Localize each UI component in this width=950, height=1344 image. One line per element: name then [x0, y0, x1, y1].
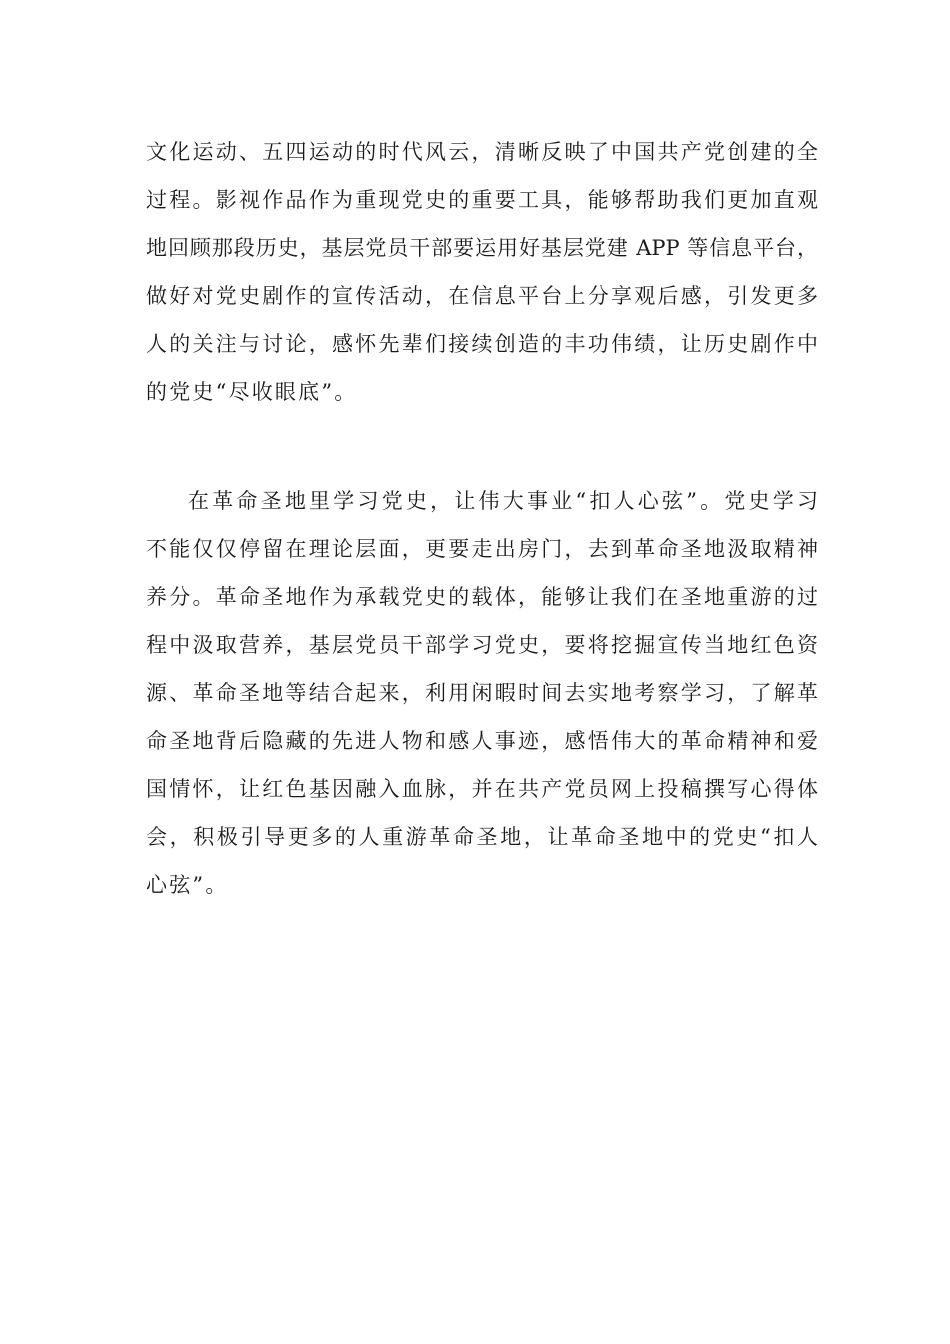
paragraph-1-line-1: 文化运动、五四运动的时代风云，清晰反映了中国共产党创建的全: [146, 140, 818, 164]
paragraph-2-line-4: 程中汲取营养，基层党员干部学习党史，要将挖掘宣传当地红色资: [146, 633, 818, 657]
paragraph-1-line-2: 过程。影视作品作为重现党史的重要工具，能够帮助我们更加直观: [146, 188, 818, 212]
paragraph-1-line-5: 人的关注与讨论，感怀先辈们接续创造的丰功伟绩，让历史剧作中: [146, 332, 818, 356]
paragraph-1-line-3: 地回顾那段历史，基层党员干部要运用好基层党建 APP 等信息平台，: [146, 236, 818, 260]
paragraph-2-line-1: 在革命圣地里学习党史，让伟大事业“扣人心弦”。党史学习: [188, 489, 818, 513]
paragraph-2-line-2: 不能仅仅停留在理论层面，更要走出房门，去到革命圣地汲取精神: [146, 537, 818, 561]
paragraph-2-line-3: 养分。革命圣地作为承载党史的载体，能够让我们在圣地重游的过: [146, 585, 818, 609]
paragraph-2-line-5: 源、革命圣地等结合起来，利用闲暇时间去实地考察学习，了解革: [146, 681, 818, 705]
paragraph-2-line-9: 心弦”。: [146, 873, 229, 897]
paragraph-1-line-4: 做好对党史剧作的宣传活动，在信息平台上分享观后感，引发更多: [146, 284, 818, 308]
paragraph-2-line-8: 会，积极引导更多的人重游革命圣地，让革命圣地中的党史“扣人: [146, 825, 818, 849]
paragraph-1-line-6: 的党史“尽收眼底”。: [146, 380, 358, 404]
paragraph-2-line-6: 命圣地背后隐藏的先进人物和感人事迹，感悟伟大的革命精神和爱: [146, 729, 818, 753]
paragraph-2-line-7: 国情怀，让红色基因融入血脉，并在共产党员网上投稿撰写心得体: [146, 777, 818, 801]
